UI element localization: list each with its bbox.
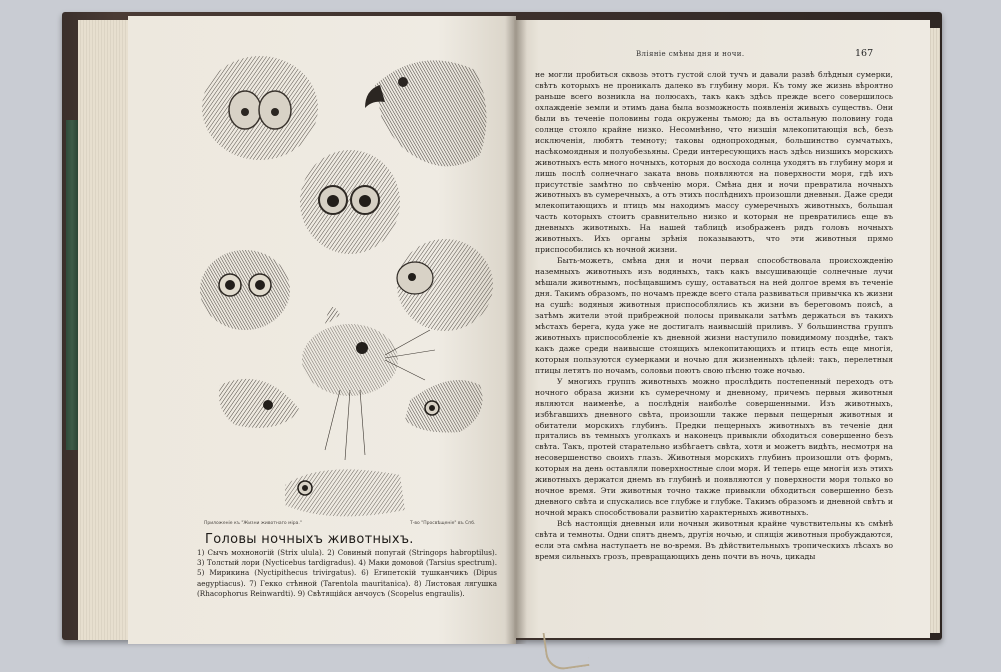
plate-title: Головы ночныхъ животныхъ. [205, 532, 414, 547]
owl-head-figure [202, 56, 318, 160]
tree-frog-head-figure [405, 380, 483, 433]
bookmark-ribbon [542, 627, 589, 671]
plate-caption: 1) Сычъ мохноногій (Strix ulula). 2) Совиный попугай (Stringops habroptilus). 3) Толстый лори (Nycticebus tardigradus). 4) Маки домовой (Tarsius spectrum). 5) Мирикина (Nyctipithecus trivirgatus). 6) Египетскій тушканчикъ (Dipus aegyptiacus). 7) Гекко стѣнной (Tarentola mauritanica). 8) Листовая лягушка (Rhacophorus Reinwardti). 9) Свѣтящійся анчоусъ (Scopelus engraulis). [197, 548, 497, 598]
paragraph: У многихъ группъ животныхъ можно прослѣдить постепенный переходъ отъ ночного образа жизни къ сумеречному и дневному, причемъ первыя животныя являются наименѣе, а послѣднія наиболѣе совершенными. Изъ животныхъ, избѣгавшихъ дневного свѣта, произошли также первыя пещерныя животныя и обитатели морскихъ глубинъ. Предки пещерныхъ животныхъ въ теченіе дня прятались въ темныхъ уголкахъ и наконецъ привыкли обходиться совершенно безъ свѣта. Такъ, протей старательно избѣгаетъ свѣта, хотя и можетъ видѣть, несмотря на несовершенство своихъ глазъ. Животныя морскихъ глубинъ произошли отъ формъ, которыя на день оставляли поверхностные слои моря. И теперь еще многія изъ этихъ животныхъ держатся днемъ въ глубинѣ и появляются у поверхности моря только во ночное время. Эти животныя точно также привыкли обходиться совершенно безъ дневного свѣта и спускались все глубже и глубже. Такимъ образомъ и дневной свѣтъ и ночной мракъ способствовали развитію характерныхъ животныхъ. [535, 376, 893, 518]
page-number: 167 [855, 48, 874, 59]
loris-head-figure [300, 150, 400, 254]
page-edges-left [78, 20, 133, 640]
running-head: Вліяніе смѣны дня и ночи. [636, 50, 745, 58]
jerboa-head-figure [302, 307, 435, 460]
animal-heads-illustration [190, 40, 510, 530]
body-text [535, 70, 893, 563]
gecko-head-figure [219, 379, 300, 428]
paragraph: не могли пробиться сквозь этотъ густой слой тучъ и давали развѣ блѣдныя сумерки, свѣтъ которыхъ не проникалъ далеко въ глубину моря. Къ тому же жизнь вѣроятно раньше всего возникла на полюсахъ, такъ какъ здѣсь прежде всего совершилось охлажденіе земли и этимъ дана была возможность появленія живыхъ существъ. Они были въ теченіе половины года окружены тьмою; да въ остальную половину года солнце стояло крайне низко. Несомнѣнно, что низшія млекопитающія всѣ, безъ исключенія, любятъ темноту; таковы однопроходныя, большинство сумчатыхъ, насѣкомоядныя и полуобезьяны. Среди интересующихъ насъ здѣсь низшихъ морскихъ животныхъ есть много ночныхъ, которыя до восхода солнца уходятъ въ глубину моря и лишь послѣ солнечнаго заката вновь появляются на поверхности моря, гдѣ ихъ присутствіе замѣтно по свѣченію моря. Смѣна дня и ночи превратила ночныхъ животныхъ въ сумеречныхъ, а отъ этихъ послѣднихъ произошли дневныя. Даже среди млекопитающихъ и птицъ мы находимъ массу сумеречныхъ животныхъ, большая часть которыхъ стоитъ сравнительно низко и которыя не превратились еще въ дневныхъ животныхъ. На нашей таблицѣ изображенъ рядъ головъ ночныхъ животныхъ. Ихъ органы зрѣнія показываютъ, что эти животныя прямо приспособились къ ночной жизни. [535, 70, 893, 255]
plate-credit-right: Т-во "Просвѣщеніе" въ Спб. [410, 521, 476, 526]
spine-trim [66, 120, 78, 450]
tarsier-head-figure [200, 250, 290, 330]
night-monkey-head-figure [397, 239, 493, 331]
parrot-head-figure [365, 60, 486, 166]
lanternfish-figure [285, 469, 405, 516]
plate-credit-left: Приложеніе къ "Жизни животнаго міра." [204, 521, 302, 526]
paragraph: Быть-можетъ, смѣна дня и ночи первая способствовала происхожденію наземныхъ животныхъ изъ водяныхъ, такъ какъ высушивающіе солнечные лучи мѣшали животнымъ, посѣщавшимъ сушу, оставаться на ней долгое время въ теченіе дня. Такимъ образомъ, по ночамъ прежде всего стала развиваться привычка къ жизни на сушѣ: водяныя животныя приспособлялись къ жизни въ береговомъ поясѣ, а затѣмъ жители этой прибрежной полосы привыкали затѣмъ держаться въ такихъ мѣстахъ берега, куда уже не достигалъ наивысшій приливъ. У большинства группъ животныхъ приспособленіе къ дневной жизни наступило повидимому позднѣе, такъ какъ даже среди наивысше стоящихъ млекопитающихъ и птицъ есть еще многія, которыя пользуются сумерками и ночью для жизненныхъ цѣлей: такъ, перелетныя птицы летятъ по ночамъ, соловьи поютъ свою пѣсню тоже ночью. [535, 256, 893, 375]
paragraph: Всѣ настоящія дневныя или ночныя животныя крайне чувствительны къ смѣнѣ свѣта и темноты. Одни спятъ днемъ, другія ночью, и спящія животныя пробуждаются, если эта смѣна наступаетъ не во-время. Въ дѣйствительныхъ тропическихъ лѣсахъ во время сильныхъ грозъ, превращающихъ день почти въ ночь, цикады [535, 519, 893, 561]
